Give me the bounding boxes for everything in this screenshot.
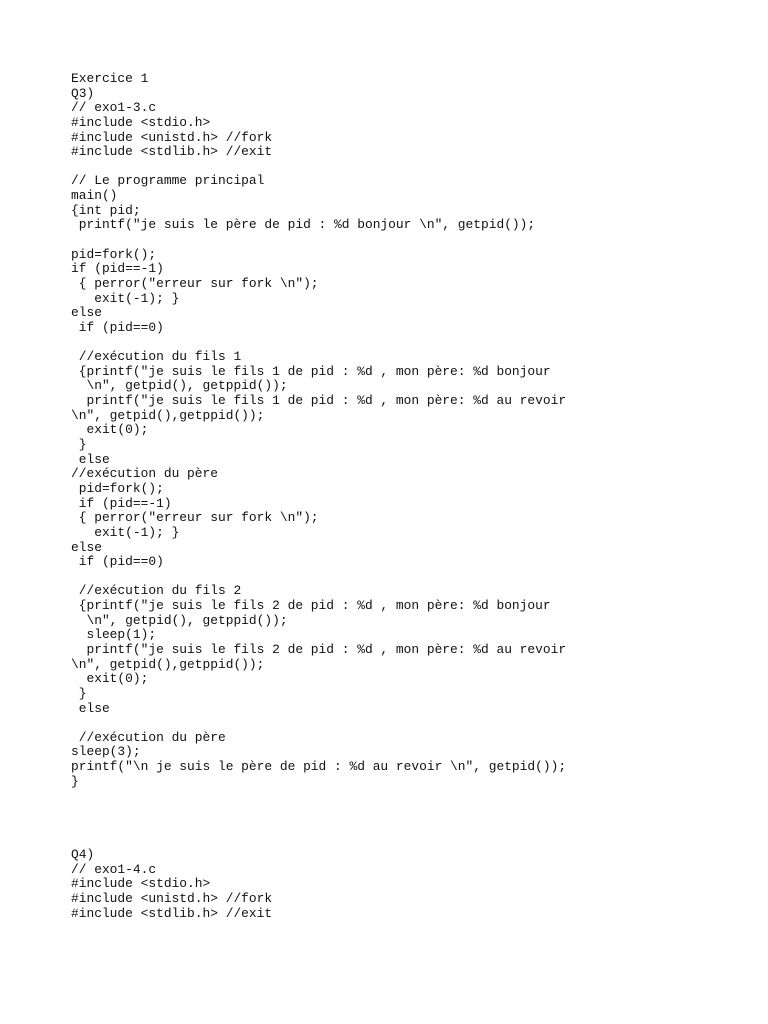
code-line: if (pid==-1): [71, 495, 172, 511]
code-line: {int pid;: [71, 202, 141, 218]
code-line: printf("je suis le fils 1 de pid : %d , mon père: %d au revoir: [71, 393, 567, 409]
code-line: else: [71, 700, 110, 716]
code-line: }: [71, 685, 87, 701]
code-line: sleep(3);: [71, 744, 141, 760]
code-line: [71, 336, 761, 351]
code-line: exit(0);: [71, 671, 149, 687]
code-line: [71, 160, 761, 175]
code-line: if (pid==-1): [71, 261, 164, 277]
code-line: // exo1-3.c: [71, 100, 157, 116]
code-block-q4: [71, 863, 761, 922]
code-line: printf("je suis le fils 2 de pid : %d , mon père: %d au revoir: [71, 641, 567, 657]
code-line: //exécution du fils 2: [71, 583, 242, 599]
code-line: }: [71, 437, 87, 453]
code-line: //exécution du fils 1: [71, 349, 242, 365]
code-line: {printf("je suis le fils 2 de pid : %d , mon père: %d bonjour: [71, 598, 551, 614]
code-block-q3: [71, 101, 761, 789]
code-line: { perror("erreur sur fork \n");: [71, 510, 319, 526]
section-spacer: [71, 789, 761, 848]
code-line: [71, 233, 761, 248]
code-line: else: [71, 451, 110, 467]
code-line: { perror("erreur sur fork \n");: [71, 275, 319, 291]
code-line: else: [71, 539, 102, 555]
code-line: //exécution du père: [71, 729, 226, 745]
document-body: [71, 72, 761, 921]
code-line: //exécution du père: [71, 466, 218, 482]
code-line: exit(-1); }: [71, 524, 180, 540]
code-line: // exo1-4.c: [71, 861, 157, 877]
code-line: pid=fork();: [71, 480, 164, 496]
code-line: printf("je suis le père de pid : %d bonjour \n", getpid());: [71, 217, 536, 233]
question-label-q3: Q3): [71, 85, 95, 101]
code-line: // Le programme principal: [71, 173, 265, 189]
question-label-q4: Q4): [71, 846, 95, 862]
code-line: \n", getpid(), getppid());: [71, 378, 288, 394]
code-line: sleep(1);: [71, 627, 157, 643]
code-line: }: [71, 773, 79, 789]
code-line: if (pid==0): [71, 319, 164, 335]
exercise-title: Exercice 1: [71, 71, 149, 86]
code-line: else: [71, 305, 102, 321]
code-line: exit(0);: [71, 422, 149, 438]
code-line: pid=fork();: [71, 246, 157, 262]
code-line: #include <unistd.h> //fork: [71, 890, 273, 906]
code-line: main(): [71, 188, 118, 204]
code-line: {printf("je suis le fils 1 de pid : %d , mon père: %d bonjour: [71, 363, 551, 379]
code-line: printf("\n je suis le père de pid : %d au revoir \n", getpid());: [71, 759, 567, 775]
code-line: [71, 570, 761, 585]
code-line: \n", getpid(),getppid());: [71, 656, 265, 672]
code-line: \n", getpid(),getppid());: [71, 407, 265, 423]
code-line: #include <unistd.h> //fork: [71, 129, 273, 145]
code-line: \n", getpid(), getppid());: [71, 612, 288, 628]
code-line: if (pid==0): [71, 554, 164, 570]
code-line: #include <stdio.h>: [71, 114, 211, 130]
code-line: exit(-1); }: [71, 290, 180, 306]
code-line: [71, 716, 761, 731]
code-line: #include <stdlib.h> //exit: [71, 905, 273, 921]
code-line: #include <stdlib.h> //exit: [71, 144, 273, 160]
code-line: #include <stdio.h>: [71, 876, 211, 892]
